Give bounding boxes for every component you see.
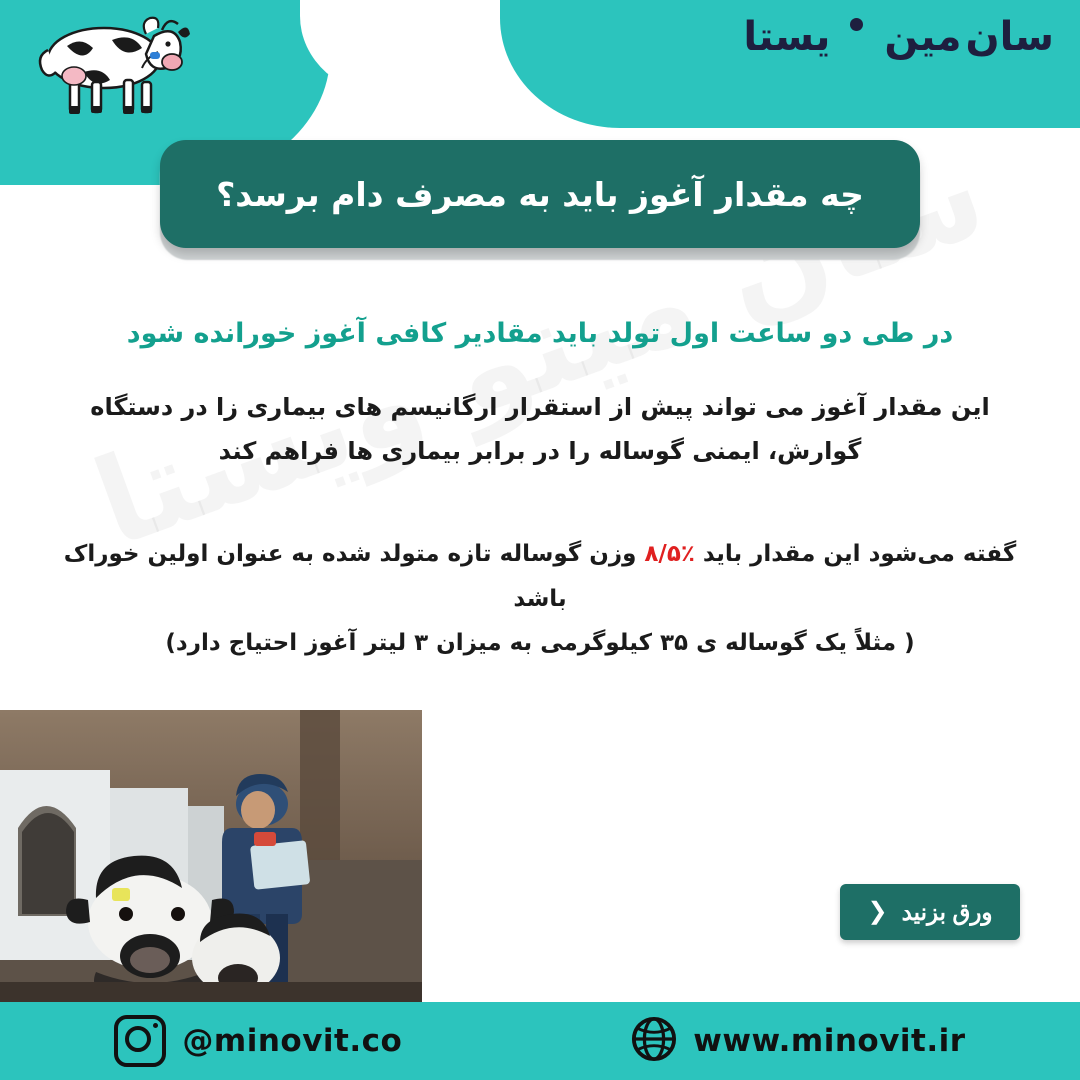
- website-url: www.minovit.ir: [693, 1023, 966, 1059]
- brand-logo: [743, 14, 1054, 60]
- instagram-handle: @minovit.co: [182, 1023, 403, 1059]
- logo-text-left: یستا: [743, 14, 831, 60]
- globe-icon: [631, 1016, 677, 1066]
- top-white-notch: [300, 0, 490, 96]
- swipe-next-button[interactable]: [840, 884, 1020, 940]
- instagram-icon: [114, 1015, 166, 1067]
- footer-bar: [0, 1002, 1080, 1080]
- paragraph-three: ( مثلاً یک گوساله ی ۳۵ کیلوگرمی به میزان ۳ لیتر آغوز احتیاج دارد): [165, 630, 915, 657]
- content-block: [0, 318, 1080, 666]
- logo-text-middle: مین: [884, 14, 962, 60]
- circle-mark-icon: [834, 14, 880, 60]
- swipe-next-label: ورق بزنید: [901, 898, 993, 925]
- page-title-banner: [160, 140, 920, 248]
- page-title: چه مقدار آغوز باید به مصرف دام برسد؟: [216, 174, 864, 214]
- logo-text-right: سان: [965, 14, 1054, 60]
- website-link[interactable]: [631, 1016, 965, 1066]
- paragraph-two-before: گفته می‌شود این مقدار باید: [694, 540, 1017, 567]
- paragraph-two: [48, 532, 1032, 622]
- calf-photo: [0, 710, 422, 1002]
- paragraph-two-after: وزن گوساله تازه متولد شده به عنوان اولین خوراک باشد: [63, 540, 645, 612]
- percent-highlight: ٪۸/۵: [644, 540, 695, 567]
- instagram-link[interactable]: [114, 1015, 402, 1067]
- lead-text: در طی دو ساعت اول تولد باید مقادیر کافی آغوز خورانده شود: [126, 318, 954, 349]
- cow-illustration: [12, 6, 192, 124]
- paragraph-one: این مقدار آغوز می تواند پیش از استقرار ارگانیسم های بیماری زا در دستگاه گوارش، ایمنی گوساله را در برابر بیماری ها فراهم کند: [90, 393, 990, 466]
- chevron-left-icon: ❮: [867, 898, 888, 925]
